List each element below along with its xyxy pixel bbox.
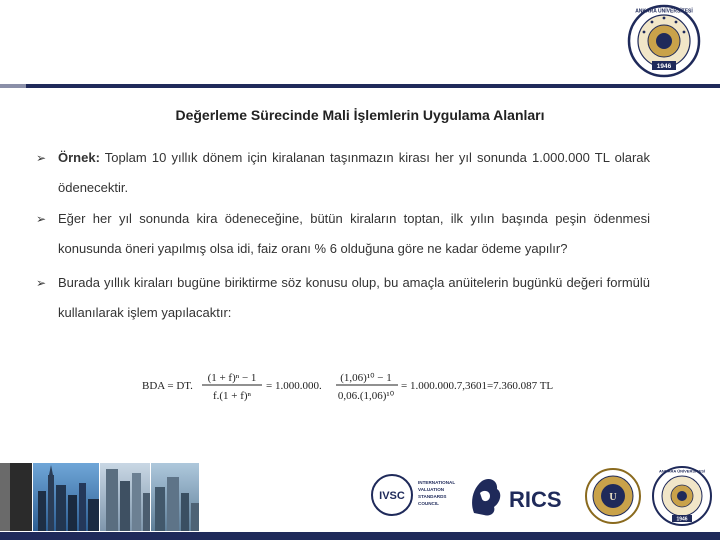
seal-top-year: 1946 bbox=[656, 63, 672, 70]
formula-fraction2-denominator: 0,06.(1,06)¹⁰ bbox=[337, 390, 395, 402]
ankara-university-seal-icon bbox=[625, 4, 703, 78]
formula-fraction1-denominator: f.(1 + f)ⁿ bbox=[212, 390, 252, 402]
slide-title: Değerleme Sürecinde Mali İşlemlerin Uygulama Alanları bbox=[175, 107, 545, 123]
header-divider-accent bbox=[0, 84, 26, 88]
bullet-1-prefix: Örnek: bbox=[58, 150, 100, 165]
ivsc-text-line-3: STANDARDS bbox=[418, 494, 447, 499]
city-skyline-photo-1 bbox=[33, 463, 99, 531]
ivsc-text-line-2: VALUATION bbox=[418, 487, 445, 492]
formula-fraction2-numerator: (1,06)¹⁰ − 1 bbox=[340, 372, 392, 384]
ivsc-text-line-4: COUNCIL bbox=[418, 501, 439, 506]
footer-logo-strip bbox=[0, 463, 720, 531]
seal-bottom-text: ANKARA ÜNİVERSİTESİ bbox=[658, 468, 706, 474]
bullet-3-text: Burada yıllık kiraları bugüne biriktirme söz konusu olup, bu amaçla anüitelerin bugünkü değeri formülü kullanılarak işlem yapılacaktır: bbox=[58, 275, 650, 320]
arrow-bullet-icon: ➢ bbox=[36, 276, 47, 290]
university-emblem-icon bbox=[586, 469, 640, 523]
city-skyline-photo-3 bbox=[151, 463, 199, 531]
arrow-bullet-icon: ➢ bbox=[36, 151, 47, 165]
bullet-1-text: Toplam 10 yıllık dönem için kiralanan taşınmazın kirası her yıl sonunda 1.000.000 TL olarak ödenecektir. bbox=[58, 150, 650, 195]
ankara-university-seal-bottom-icon bbox=[653, 467, 711, 525]
bullet-item-1 bbox=[36, 143, 650, 203]
bullet-item-3 bbox=[36, 268, 650, 328]
formula-lhs: BDA = DT. bbox=[142, 380, 193, 392]
bullet-item-2 bbox=[36, 204, 650, 264]
city-skyline-photo-2 bbox=[100, 463, 150, 531]
rics-logo-label: RICS bbox=[509, 487, 562, 512]
rics-logo bbox=[472, 479, 561, 516]
seal-top-text: ANKARA ÜNİVERSİTESİ bbox=[635, 8, 693, 15]
ivsc-text-line-1: INTERNATIONAL bbox=[418, 480, 456, 485]
formula-result: = 1.000.000.7,3601=7.360.087 TL bbox=[401, 380, 554, 392]
formula-fraction1-numerator: (1 + f)ⁿ − 1 bbox=[207, 372, 257, 384]
footer-bar bbox=[0, 532, 720, 540]
header-divider-bar bbox=[0, 84, 720, 88]
bullet-2-text: Eğer her yıl sonunda kira ödeneceğine, bütün kiraların toptan, ilk yılın başında peşin ödenmesi konusunda öneri yapılmış olsa idi, faiz oranı % 6 olduğuna göre ne kadar ödeme yapılır? bbox=[58, 211, 650, 256]
seal-bottom-year: 1946 bbox=[676, 516, 688, 523]
ivsc-logo-label: IVSC bbox=[379, 490, 405, 502]
svg-text:U: U bbox=[609, 492, 617, 503]
ivsc-logo bbox=[372, 475, 455, 515]
formula-eq1: = 1.000.000. bbox=[266, 380, 322, 392]
arrow-bullet-icon: ➢ bbox=[36, 212, 47, 226]
annuity-formula bbox=[140, 362, 580, 412]
